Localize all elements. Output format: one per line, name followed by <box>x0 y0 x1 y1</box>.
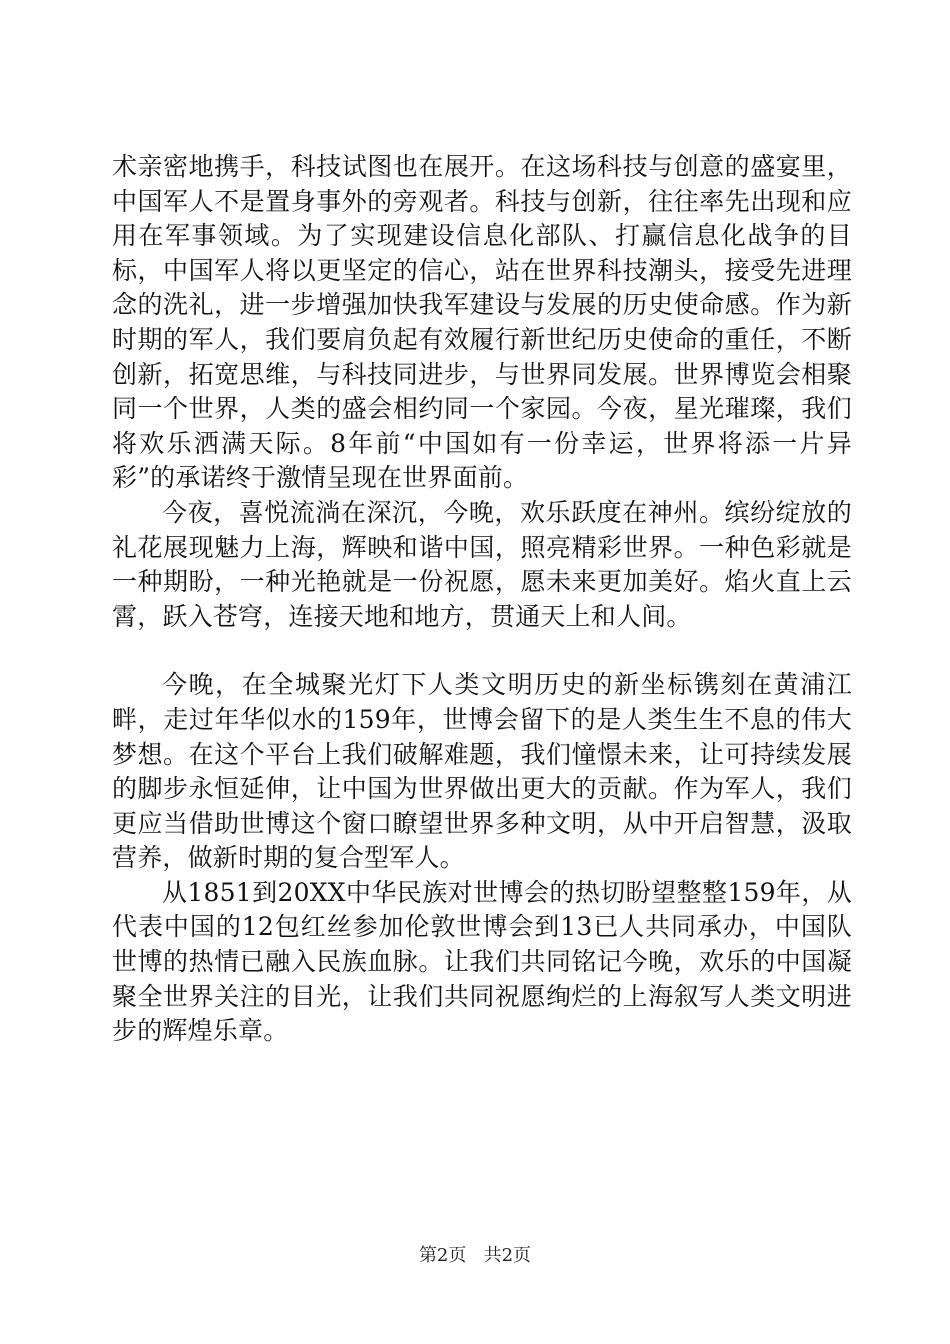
page-number: 第2页 <box>418 1245 467 1266</box>
paragraph-2: 今夜，喜悦流淌在深沉，今晚，欢乐跃度在神州。缤纷绽放的礼花展现魅力上海，辉映和谐中国，照亮精彩世界。一种色彩就是一种期盼，一种光艳就是一份祝愿，愿未来更加美好。焰火直上云霄，跃入苍穹，连接天地和地方，贯通天上和人间。 <box>112 497 852 631</box>
paragraph-3: 今晚，在全城聚光灯下人类文明历史的新坐标镌刻在黄浦江畔，走过年华似水的159年，世博会留下的是人类生生不息的伟大梦想。在这个平台上我们破解难题，我们憧憬未来，让可持续发展的脚步永恒延伸，让中国为世界做出更大的贡献。作为军人，我们更应当借助世博这个窗口瞭望世界多种文明，从中开启智慧，汲取营养，做新时期的复合型军人。 <box>112 670 852 873</box>
paragraph-spacer <box>112 634 852 668</box>
paragraph-1: 术亲密地携手，科技试图也在展开。在这场科技与创意的盛宴里，中国军人不是置身事外的旁观者。科技与创新，往往率先出现和应用在军事领域。为了实现建设信息化部队、打赢信息化战争的目标，中国军人将以更坚定的信心，站在世界科技潮头，接受先进理念的洗礼，进一步增强加快我军建设与发展的历史使命感。作为新时期的军人，我们要肩负起有效履行新世纪历史使命的重任，不断创新，拓宽思维，与科技同进步，与世界同发展。世界博览会相聚同一个世界，人类的盛会相约同一个家园。今夜，星光璀璨，我们将欢乐洒满天际。8年前“中国如有一份幸运，世界将添一片异彩”的承诺终于激情呈现在世界面前。 <box>112 152 852 493</box>
page-separator <box>472 1245 478 1266</box>
document-body <box>112 150 852 1049</box>
page-footer <box>0 1244 950 1268</box>
paragraph-4: 从1851到20XX中华民族对世博会的热切盼望整整159年，从代表中国的12包红丝参加伦敦世博会到13已人共同承办，中国队世博的热情已融入民族血脉。让我们共同铭记今晚，欢乐的中国凝聚全世界关注的目光，让我们共同祝愿绚烂的上海叙写人类文明进步的辉煌乐章。 <box>112 877 852 1046</box>
page-total: 共2页 <box>483 1245 532 1266</box>
